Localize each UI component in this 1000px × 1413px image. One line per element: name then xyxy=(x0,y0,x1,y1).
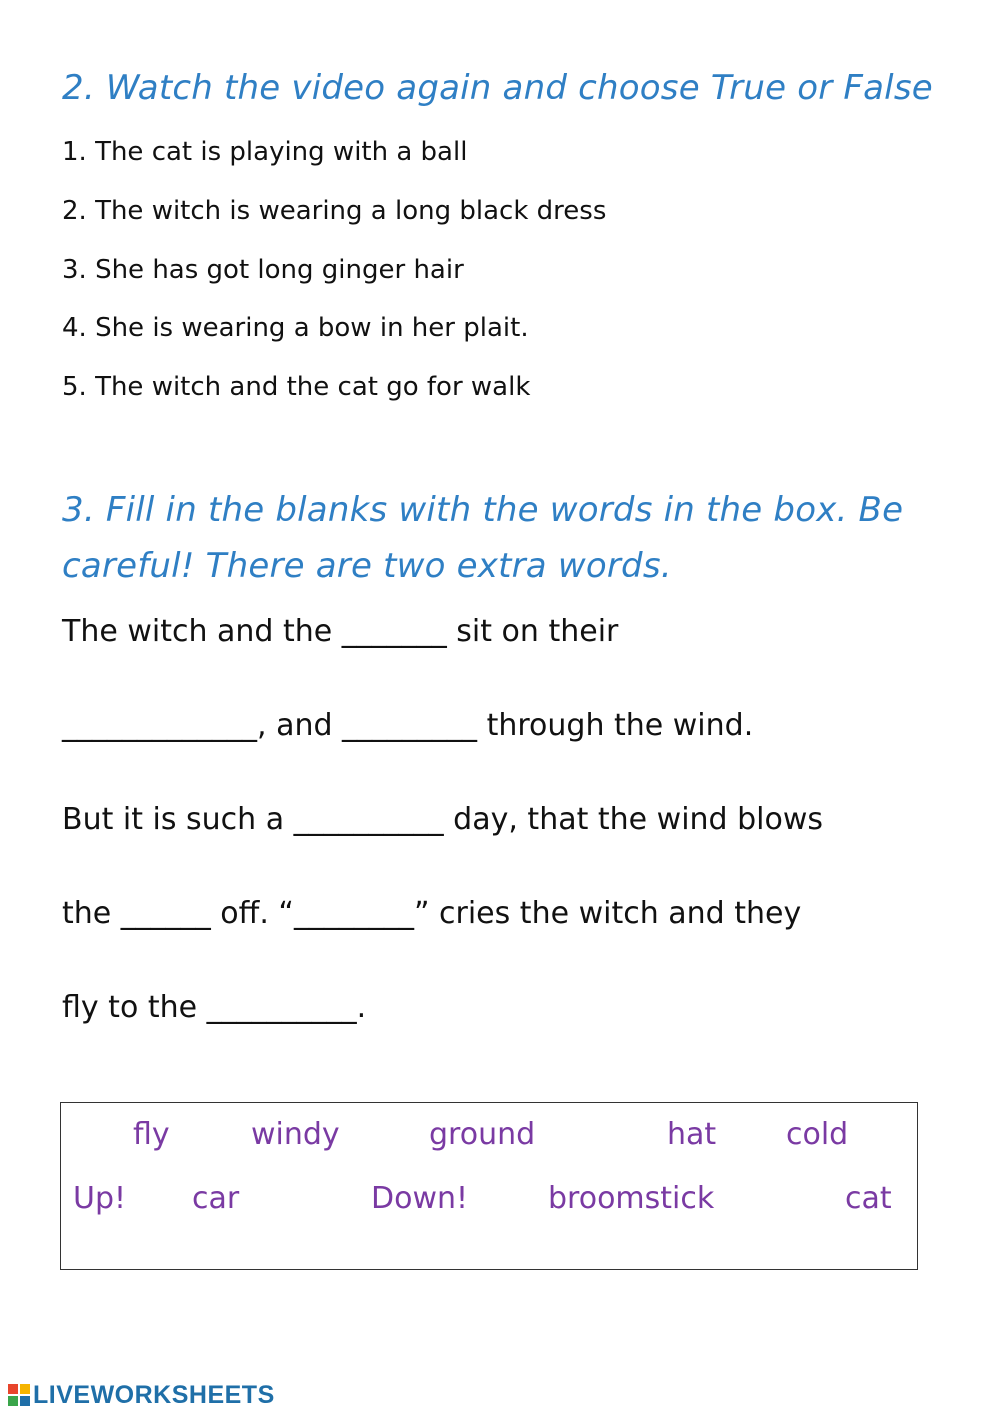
true-false-item-5: 5. The witch and the cat go for walk xyxy=(62,372,531,402)
true-false-item-3: 3. She has got long ginger hair xyxy=(62,255,464,285)
fill-in-line-4: the ______ off. “________” cries the witch and they xyxy=(62,896,802,931)
fill-in-line-3: But it is such a __________ day, that the wind blows xyxy=(62,802,824,837)
word-car: car xyxy=(192,1181,240,1216)
section-2-heading: 2. Watch the video again and choose True or False xyxy=(62,68,933,108)
true-false-item-4: 4. She is wearing a bow in her plait. xyxy=(62,313,529,343)
word-hat: hat xyxy=(667,1117,717,1152)
section-3-heading: 3. Fill in the blanks with the words in the box. Be careful! There are two extra words. xyxy=(62,490,904,586)
word-box xyxy=(60,1102,918,1270)
word-down: Down! xyxy=(371,1181,469,1216)
fill-in-line-1: The witch and the _______ sit on their xyxy=(62,614,619,649)
fill-in-line-2: _____________, and _________ through the wind. xyxy=(62,708,754,743)
word-ground: ground xyxy=(429,1117,536,1152)
fill-in-line-5: fly to the __________. xyxy=(62,990,367,1025)
word-up: Up! xyxy=(73,1181,127,1216)
liveworksheets-logo-icon xyxy=(8,1384,30,1406)
brand-name: LIVEWORKSHEETS xyxy=(33,1380,275,1409)
true-false-item-1: 1. The cat is playing with a ball xyxy=(62,137,468,167)
word-fly: fly xyxy=(133,1117,170,1152)
liveworksheets-footer xyxy=(8,1378,275,1412)
word-windy: windy xyxy=(251,1117,340,1152)
word-cold: cold xyxy=(786,1117,849,1152)
word-broomstick: broomstick xyxy=(548,1181,715,1216)
true-false-item-2: 2. The witch is wearing a long black dress xyxy=(62,196,607,226)
word-cat: cat xyxy=(845,1181,892,1216)
